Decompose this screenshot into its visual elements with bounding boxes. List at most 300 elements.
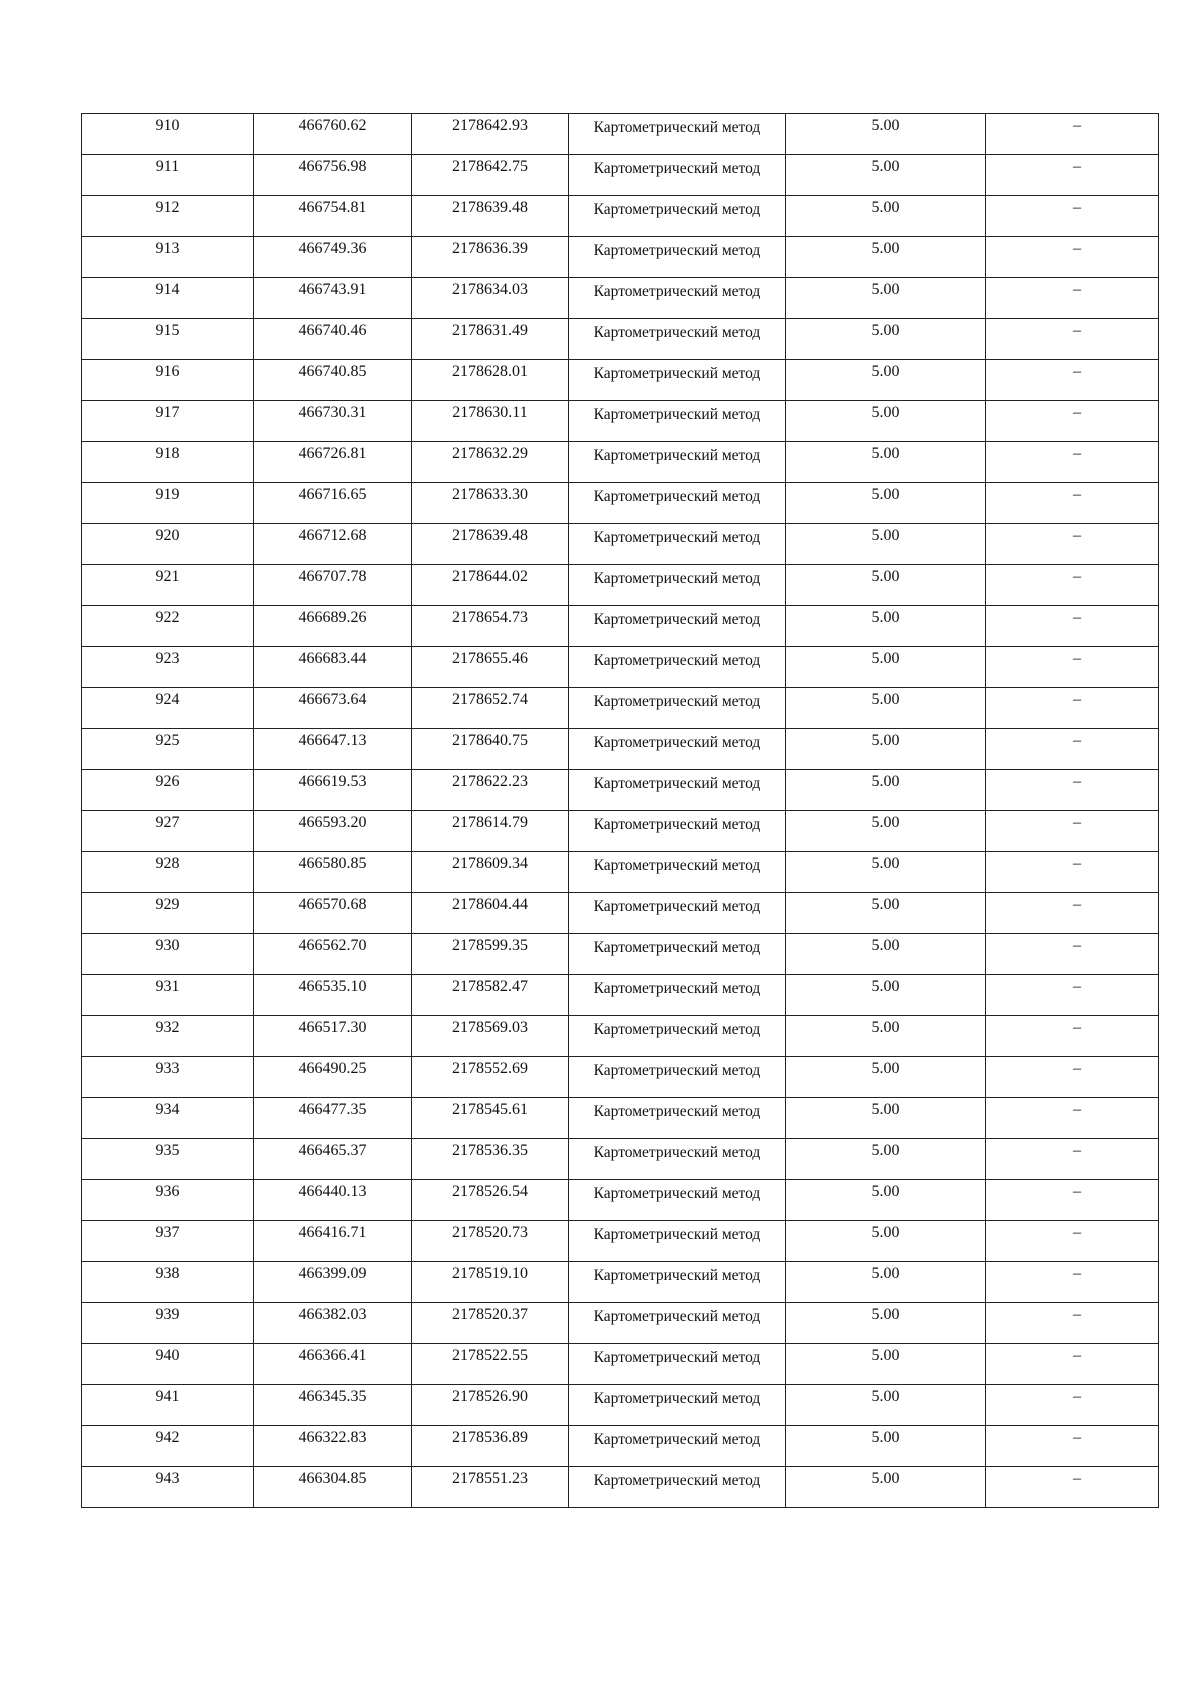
accuracy-cell bbox=[786, 1016, 986, 1057]
method-cell bbox=[569, 1262, 786, 1303]
point-number-cell bbox=[82, 606, 254, 647]
table-row bbox=[82, 319, 1159, 360]
accuracy-cell-text: 5.00 bbox=[871, 1347, 900, 1364]
table-row bbox=[82, 770, 1159, 811]
table-row bbox=[82, 1303, 1159, 1344]
note-cell bbox=[986, 1426, 1159, 1467]
method-cell bbox=[569, 401, 786, 442]
method-cell bbox=[569, 688, 786, 729]
note-cell bbox=[986, 1262, 1159, 1303]
accuracy-cell bbox=[786, 934, 986, 975]
note-cell bbox=[986, 360, 1159, 401]
accuracy-cell-text: 5.00 bbox=[871, 1101, 900, 1118]
method-cell bbox=[569, 1385, 786, 1426]
method-cell bbox=[569, 606, 786, 647]
accuracy-cell-text: 5.00 bbox=[871, 773, 900, 790]
y-coordinate-cell-text: 2178551.23 bbox=[452, 1470, 528, 1487]
method-cell-text: Картометрический метод bbox=[593, 447, 761, 464]
x-coordinate-cell-text: 466580.85 bbox=[298, 855, 367, 872]
point-number-cell bbox=[82, 1303, 254, 1344]
point-number-cell bbox=[82, 483, 254, 524]
x-coordinate-cell bbox=[254, 1303, 412, 1344]
point-number-cell bbox=[82, 852, 254, 893]
table-row bbox=[82, 1385, 1159, 1426]
x-coordinate-cell-text: 466707.78 bbox=[298, 568, 367, 585]
table-row bbox=[82, 155, 1159, 196]
table-row bbox=[82, 401, 1159, 442]
note-cell bbox=[986, 1221, 1159, 1262]
note-cell-text: – bbox=[1073, 1183, 1081, 1200]
y-coordinate-cell bbox=[412, 155, 569, 196]
accuracy-cell bbox=[786, 1344, 986, 1385]
y-coordinate-cell-text: 2178630.11 bbox=[452, 404, 528, 421]
note-cell bbox=[986, 155, 1159, 196]
x-coordinate-cell bbox=[254, 729, 412, 770]
method-cell bbox=[569, 1139, 786, 1180]
x-coordinate-cell-text: 466440.13 bbox=[298, 1183, 367, 1200]
y-coordinate-cell-text: 2178642.75 bbox=[452, 158, 528, 175]
y-coordinate-cell bbox=[412, 1385, 569, 1426]
point-number-cell bbox=[82, 647, 254, 688]
x-coordinate-cell bbox=[254, 1016, 412, 1057]
y-coordinate-cell-text: 2178631.49 bbox=[452, 322, 528, 339]
x-coordinate-cell-text: 466535.10 bbox=[298, 978, 367, 995]
table-row bbox=[82, 1262, 1159, 1303]
note-cell bbox=[986, 770, 1159, 811]
method-cell-text: Картометрический метод bbox=[593, 242, 761, 259]
accuracy-cell-text: 5.00 bbox=[871, 404, 900, 421]
note-cell bbox=[986, 237, 1159, 278]
point-number-cell bbox=[82, 155, 254, 196]
method-cell bbox=[569, 1303, 786, 1344]
accuracy-cell bbox=[786, 729, 986, 770]
x-coordinate-cell-text: 466760.62 bbox=[298, 117, 367, 134]
note-cell bbox=[986, 1098, 1159, 1139]
note-cell bbox=[986, 565, 1159, 606]
note-cell-text: – bbox=[1073, 1265, 1081, 1282]
accuracy-cell bbox=[786, 1221, 986, 1262]
method-cell-text: Картометрический метод bbox=[593, 570, 761, 587]
x-coordinate-cell bbox=[254, 606, 412, 647]
point-number-cell bbox=[82, 1385, 254, 1426]
table-row bbox=[82, 1139, 1159, 1180]
y-coordinate-cell-text: 2178582.47 bbox=[452, 978, 528, 995]
table-row bbox=[82, 852, 1159, 893]
method-cell bbox=[569, 770, 786, 811]
accuracy-cell-text: 5.00 bbox=[871, 322, 900, 339]
y-coordinate-cell bbox=[412, 1303, 569, 1344]
table-row bbox=[82, 975, 1159, 1016]
accuracy-cell bbox=[786, 1098, 986, 1139]
x-coordinate-cell-text: 466647.13 bbox=[298, 732, 367, 749]
note-cell-text: – bbox=[1073, 1224, 1081, 1241]
y-coordinate-cell-text: 2178639.48 bbox=[452, 199, 528, 216]
point-number-cell bbox=[82, 401, 254, 442]
y-coordinate-cell bbox=[412, 606, 569, 647]
y-coordinate-cell bbox=[412, 852, 569, 893]
point-number-cell bbox=[82, 1180, 254, 1221]
accuracy-cell-text: 5.00 bbox=[871, 691, 900, 708]
point-number-cell-text: 917 bbox=[155, 404, 180, 421]
x-coordinate-cell-text: 466689.26 bbox=[298, 609, 367, 626]
accuracy-cell bbox=[786, 811, 986, 852]
method-cell-text: Картометрический метод bbox=[593, 324, 761, 341]
note-cell-text: – bbox=[1073, 445, 1081, 462]
x-coordinate-cell bbox=[254, 442, 412, 483]
accuracy-cell bbox=[786, 770, 986, 811]
point-number-cell-text: 942 bbox=[155, 1429, 180, 1446]
table-row bbox=[82, 237, 1159, 278]
table-row bbox=[82, 114, 1159, 155]
x-coordinate-cell bbox=[254, 975, 412, 1016]
x-coordinate-cell bbox=[254, 1221, 412, 1262]
y-coordinate-cell-text: 2178622.23 bbox=[452, 773, 528, 790]
method-cell-text: Картометрический метод bbox=[593, 1308, 761, 1325]
accuracy-cell-text: 5.00 bbox=[871, 527, 900, 544]
table-body bbox=[82, 114, 1159, 1508]
note-cell-text: – bbox=[1073, 240, 1081, 257]
point-number-cell bbox=[82, 114, 254, 155]
y-coordinate-cell-text: 2178654.73 bbox=[452, 609, 528, 626]
x-coordinate-cell-text: 466304.85 bbox=[298, 1470, 367, 1487]
x-coordinate-cell bbox=[254, 483, 412, 524]
note-cell bbox=[986, 1016, 1159, 1057]
x-coordinate-cell bbox=[254, 647, 412, 688]
accuracy-cell-text: 5.00 bbox=[871, 855, 900, 872]
method-cell-text: Картометрический метод bbox=[593, 1021, 761, 1038]
point-number-cell bbox=[82, 524, 254, 565]
point-number-cell-text: 912 bbox=[155, 199, 180, 216]
table-row bbox=[82, 524, 1159, 565]
method-cell bbox=[569, 196, 786, 237]
accuracy-cell bbox=[786, 196, 986, 237]
point-number-cell bbox=[82, 893, 254, 934]
point-number-cell bbox=[82, 1467, 254, 1508]
point-number-cell bbox=[82, 1262, 254, 1303]
x-coordinate-cell-text: 466345.35 bbox=[298, 1388, 367, 1405]
method-cell-text: Картометрический метод bbox=[593, 365, 761, 382]
y-coordinate-cell bbox=[412, 237, 569, 278]
note-cell bbox=[986, 114, 1159, 155]
table-row bbox=[82, 1221, 1159, 1262]
point-number-cell-text: 919 bbox=[155, 486, 180, 503]
x-coordinate-cell bbox=[254, 852, 412, 893]
x-coordinate-cell-text: 466683.44 bbox=[298, 650, 367, 667]
note-cell-text: – bbox=[1073, 609, 1081, 626]
x-coordinate-cell bbox=[254, 934, 412, 975]
note-cell bbox=[986, 401, 1159, 442]
point-number-cell-text: 914 bbox=[155, 281, 180, 298]
y-coordinate-cell bbox=[412, 729, 569, 770]
y-coordinate-cell bbox=[412, 360, 569, 401]
point-number-cell-text: 915 bbox=[155, 322, 180, 339]
point-number-cell-text: 922 bbox=[155, 609, 180, 626]
y-coordinate-cell-text: 2178655.46 bbox=[452, 650, 528, 667]
method-cell-text: Картометрический метод bbox=[593, 775, 761, 792]
method-cell bbox=[569, 237, 786, 278]
point-number-cell-text: 935 bbox=[155, 1142, 180, 1159]
x-coordinate-cell-text: 466562.70 bbox=[298, 937, 367, 954]
x-coordinate-cell bbox=[254, 811, 412, 852]
table-row bbox=[82, 729, 1159, 770]
x-coordinate-cell bbox=[254, 196, 412, 237]
y-coordinate-cell bbox=[412, 770, 569, 811]
x-coordinate-cell-text: 466712.68 bbox=[298, 527, 367, 544]
note-cell-text: – bbox=[1073, 691, 1081, 708]
method-cell bbox=[569, 483, 786, 524]
accuracy-cell bbox=[786, 278, 986, 319]
note-cell bbox=[986, 647, 1159, 688]
note-cell bbox=[986, 1180, 1159, 1221]
table-row bbox=[82, 1344, 1159, 1385]
note-cell bbox=[986, 852, 1159, 893]
x-coordinate-cell bbox=[254, 114, 412, 155]
x-coordinate-cell bbox=[254, 319, 412, 360]
y-coordinate-cell-text: 2178609.34 bbox=[452, 855, 528, 872]
accuracy-cell-text: 5.00 bbox=[871, 1183, 900, 1200]
y-coordinate-cell-text: 2178526.90 bbox=[452, 1388, 528, 1405]
accuracy-cell-text: 5.00 bbox=[871, 896, 900, 913]
note-cell bbox=[986, 975, 1159, 1016]
note-cell bbox=[986, 278, 1159, 319]
method-cell-text: Картометрический метод bbox=[593, 734, 761, 751]
point-number-cell bbox=[82, 1221, 254, 1262]
point-number-cell-text: 937 bbox=[155, 1224, 180, 1241]
x-coordinate-cell bbox=[254, 401, 412, 442]
table-row bbox=[82, 1180, 1159, 1221]
method-cell bbox=[569, 1344, 786, 1385]
note-cell bbox=[986, 319, 1159, 360]
point-number-cell-text: 920 bbox=[155, 527, 180, 544]
y-coordinate-cell bbox=[412, 1057, 569, 1098]
x-coordinate-cell bbox=[254, 770, 412, 811]
note-cell-text: – bbox=[1073, 1101, 1081, 1118]
x-coordinate-cell-text: 466749.36 bbox=[298, 240, 367, 257]
note-cell bbox=[986, 1344, 1159, 1385]
accuracy-cell-text: 5.00 bbox=[871, 937, 900, 954]
y-coordinate-cell-text: 2178520.73 bbox=[452, 1224, 528, 1241]
accuracy-cell bbox=[786, 114, 986, 155]
method-cell bbox=[569, 1221, 786, 1262]
point-number-cell-text: 939 bbox=[155, 1306, 180, 1323]
method-cell-text: Картометрический метод bbox=[593, 1062, 761, 1079]
method-cell bbox=[569, 647, 786, 688]
note-cell bbox=[986, 688, 1159, 729]
note-cell-text: – bbox=[1073, 814, 1081, 831]
accuracy-cell bbox=[786, 360, 986, 401]
y-coordinate-cell-text: 2178614.79 bbox=[452, 814, 528, 831]
y-coordinate-cell bbox=[412, 1262, 569, 1303]
y-coordinate-cell-text: 2178628.01 bbox=[452, 363, 528, 380]
x-coordinate-cell bbox=[254, 1180, 412, 1221]
note-cell bbox=[986, 606, 1159, 647]
x-coordinate-cell-text: 466570.68 bbox=[298, 896, 367, 913]
accuracy-cell bbox=[786, 401, 986, 442]
y-coordinate-cell-text: 2178536.89 bbox=[452, 1429, 528, 1446]
point-number-cell bbox=[82, 770, 254, 811]
accuracy-cell bbox=[786, 1262, 986, 1303]
method-cell bbox=[569, 1098, 786, 1139]
accuracy-cell-text: 5.00 bbox=[871, 281, 900, 298]
x-coordinate-cell-text: 466366.41 bbox=[298, 1347, 367, 1364]
note-cell bbox=[986, 442, 1159, 483]
y-coordinate-cell bbox=[412, 647, 569, 688]
point-number-cell-text: 941 bbox=[155, 1388, 180, 1405]
point-number-cell-text: 918 bbox=[155, 445, 180, 462]
accuracy-cell-text: 5.00 bbox=[871, 1060, 900, 1077]
y-coordinate-cell-text: 2178604.44 bbox=[452, 896, 528, 913]
method-cell-text: Картометрический метод bbox=[593, 939, 761, 956]
point-number-cell bbox=[82, 1016, 254, 1057]
y-coordinate-cell bbox=[412, 934, 569, 975]
method-cell-text: Картометрический метод bbox=[593, 1226, 761, 1243]
accuracy-cell-text: 5.00 bbox=[871, 1306, 900, 1323]
y-coordinate-cell-text: 2178545.61 bbox=[452, 1101, 528, 1118]
table-row bbox=[82, 1467, 1159, 1508]
accuracy-cell bbox=[786, 442, 986, 483]
note-cell-text: – bbox=[1073, 1060, 1081, 1077]
point-number-cell-text: 910 bbox=[155, 117, 180, 134]
point-number-cell bbox=[82, 319, 254, 360]
note-cell-text: – bbox=[1073, 199, 1081, 216]
note-cell-text: – bbox=[1073, 363, 1081, 380]
y-coordinate-cell bbox=[412, 401, 569, 442]
y-coordinate-cell bbox=[412, 1098, 569, 1139]
note-cell-text: – bbox=[1073, 896, 1081, 913]
x-coordinate-cell-text: 466740.46 bbox=[298, 322, 367, 339]
x-coordinate-cell-text: 466593.20 bbox=[298, 814, 367, 831]
accuracy-cell bbox=[786, 1467, 986, 1508]
note-cell-text: – bbox=[1073, 568, 1081, 585]
y-coordinate-cell bbox=[412, 1180, 569, 1221]
y-coordinate-cell-text: 2178552.69 bbox=[452, 1060, 528, 1077]
note-cell bbox=[986, 1467, 1159, 1508]
x-coordinate-cell bbox=[254, 1467, 412, 1508]
x-coordinate-cell-text: 466399.09 bbox=[298, 1265, 367, 1282]
table-row bbox=[82, 442, 1159, 483]
point-number-cell-text: 921 bbox=[155, 568, 180, 585]
point-number-cell-text: 911 bbox=[155, 158, 180, 175]
x-coordinate-cell-text: 466619.53 bbox=[298, 773, 367, 790]
method-cell-text: Картометрический метод bbox=[593, 693, 761, 710]
accuracy-cell bbox=[786, 975, 986, 1016]
point-number-cell bbox=[82, 1426, 254, 1467]
note-cell-text: – bbox=[1073, 1388, 1081, 1405]
accuracy-cell bbox=[786, 606, 986, 647]
point-number-cell-text: 943 bbox=[155, 1470, 180, 1487]
accuracy-cell-text: 5.00 bbox=[871, 1265, 900, 1282]
accuracy-cell bbox=[786, 483, 986, 524]
note-cell-text: – bbox=[1073, 404, 1081, 421]
note-cell bbox=[986, 893, 1159, 934]
note-cell-text: – bbox=[1073, 527, 1081, 544]
y-coordinate-cell-text: 2178652.74 bbox=[452, 691, 528, 708]
point-number-cell bbox=[82, 729, 254, 770]
point-number-cell-text: 927 bbox=[155, 814, 180, 831]
y-coordinate-cell-text: 2178644.02 bbox=[452, 568, 528, 585]
accuracy-cell-text: 5.00 bbox=[871, 1388, 900, 1405]
x-coordinate-cell-text: 466756.98 bbox=[298, 158, 367, 175]
note-cell-text: – bbox=[1073, 1347, 1081, 1364]
table-row bbox=[82, 1098, 1159, 1139]
accuracy-cell-text: 5.00 bbox=[871, 117, 900, 134]
y-coordinate-cell-text: 2178526.54 bbox=[452, 1183, 528, 1200]
x-coordinate-cell-text: 466740.85 bbox=[298, 363, 367, 380]
x-coordinate-cell-text: 466382.03 bbox=[298, 1306, 367, 1323]
note-cell-text: – bbox=[1073, 1142, 1081, 1159]
y-coordinate-cell bbox=[412, 565, 569, 606]
note-cell-text: – bbox=[1073, 322, 1081, 339]
x-coordinate-cell-text: 466477.35 bbox=[298, 1101, 367, 1118]
accuracy-cell bbox=[786, 237, 986, 278]
note-cell-text: – bbox=[1073, 650, 1081, 667]
note-cell-text: – bbox=[1073, 1470, 1081, 1487]
method-cell bbox=[569, 1057, 786, 1098]
accuracy-cell-text: 5.00 bbox=[871, 363, 900, 380]
accuracy-cell-text: 5.00 bbox=[871, 158, 900, 175]
point-number-cell bbox=[82, 442, 254, 483]
y-coordinate-cell-text: 2178642.93 bbox=[452, 117, 528, 134]
point-number-cell-text: 938 bbox=[155, 1265, 180, 1282]
table-row bbox=[82, 606, 1159, 647]
method-cell bbox=[569, 360, 786, 401]
accuracy-cell-text: 5.00 bbox=[871, 732, 900, 749]
x-coordinate-cell-text: 466465.37 bbox=[298, 1142, 367, 1159]
note-cell-text: – bbox=[1073, 1429, 1081, 1446]
accuracy-cell-text: 5.00 bbox=[871, 445, 900, 462]
method-cell bbox=[569, 934, 786, 975]
y-coordinate-cell bbox=[412, 278, 569, 319]
accuracy-cell bbox=[786, 1426, 986, 1467]
note-cell-text: – bbox=[1073, 117, 1081, 134]
x-coordinate-cell bbox=[254, 1139, 412, 1180]
point-number-cell bbox=[82, 688, 254, 729]
accuracy-cell bbox=[786, 1057, 986, 1098]
y-coordinate-cell-text: 2178632.29 bbox=[452, 445, 528, 462]
accuracy-cell-text: 5.00 bbox=[871, 486, 900, 503]
x-coordinate-cell bbox=[254, 155, 412, 196]
y-coordinate-cell bbox=[412, 688, 569, 729]
y-coordinate-cell bbox=[412, 1221, 569, 1262]
accuracy-cell bbox=[786, 688, 986, 729]
point-number-cell-text: 929 bbox=[155, 896, 180, 913]
x-coordinate-cell-text: 466754.81 bbox=[298, 199, 367, 216]
method-cell-text: Картометрический метод bbox=[593, 529, 761, 546]
method-cell-text: Картометрический метод bbox=[593, 816, 761, 833]
x-coordinate-cell bbox=[254, 237, 412, 278]
accuracy-cell bbox=[786, 893, 986, 934]
method-cell bbox=[569, 729, 786, 770]
point-number-cell bbox=[82, 975, 254, 1016]
accuracy-cell-text: 5.00 bbox=[871, 1142, 900, 1159]
x-coordinate-cell bbox=[254, 278, 412, 319]
accuracy-cell bbox=[786, 1385, 986, 1426]
accuracy-cell bbox=[786, 647, 986, 688]
note-cell bbox=[986, 729, 1159, 770]
table-row bbox=[82, 483, 1159, 524]
note-cell-text: – bbox=[1073, 732, 1081, 749]
x-coordinate-cell bbox=[254, 524, 412, 565]
table-row bbox=[82, 278, 1159, 319]
point-number-cell bbox=[82, 934, 254, 975]
point-number-cell bbox=[82, 196, 254, 237]
accuracy-cell bbox=[786, 1303, 986, 1344]
point-number-cell bbox=[82, 360, 254, 401]
accuracy-cell bbox=[786, 155, 986, 196]
method-cell bbox=[569, 278, 786, 319]
x-coordinate-cell-text: 466490.25 bbox=[298, 1060, 367, 1077]
y-coordinate-cell bbox=[412, 524, 569, 565]
